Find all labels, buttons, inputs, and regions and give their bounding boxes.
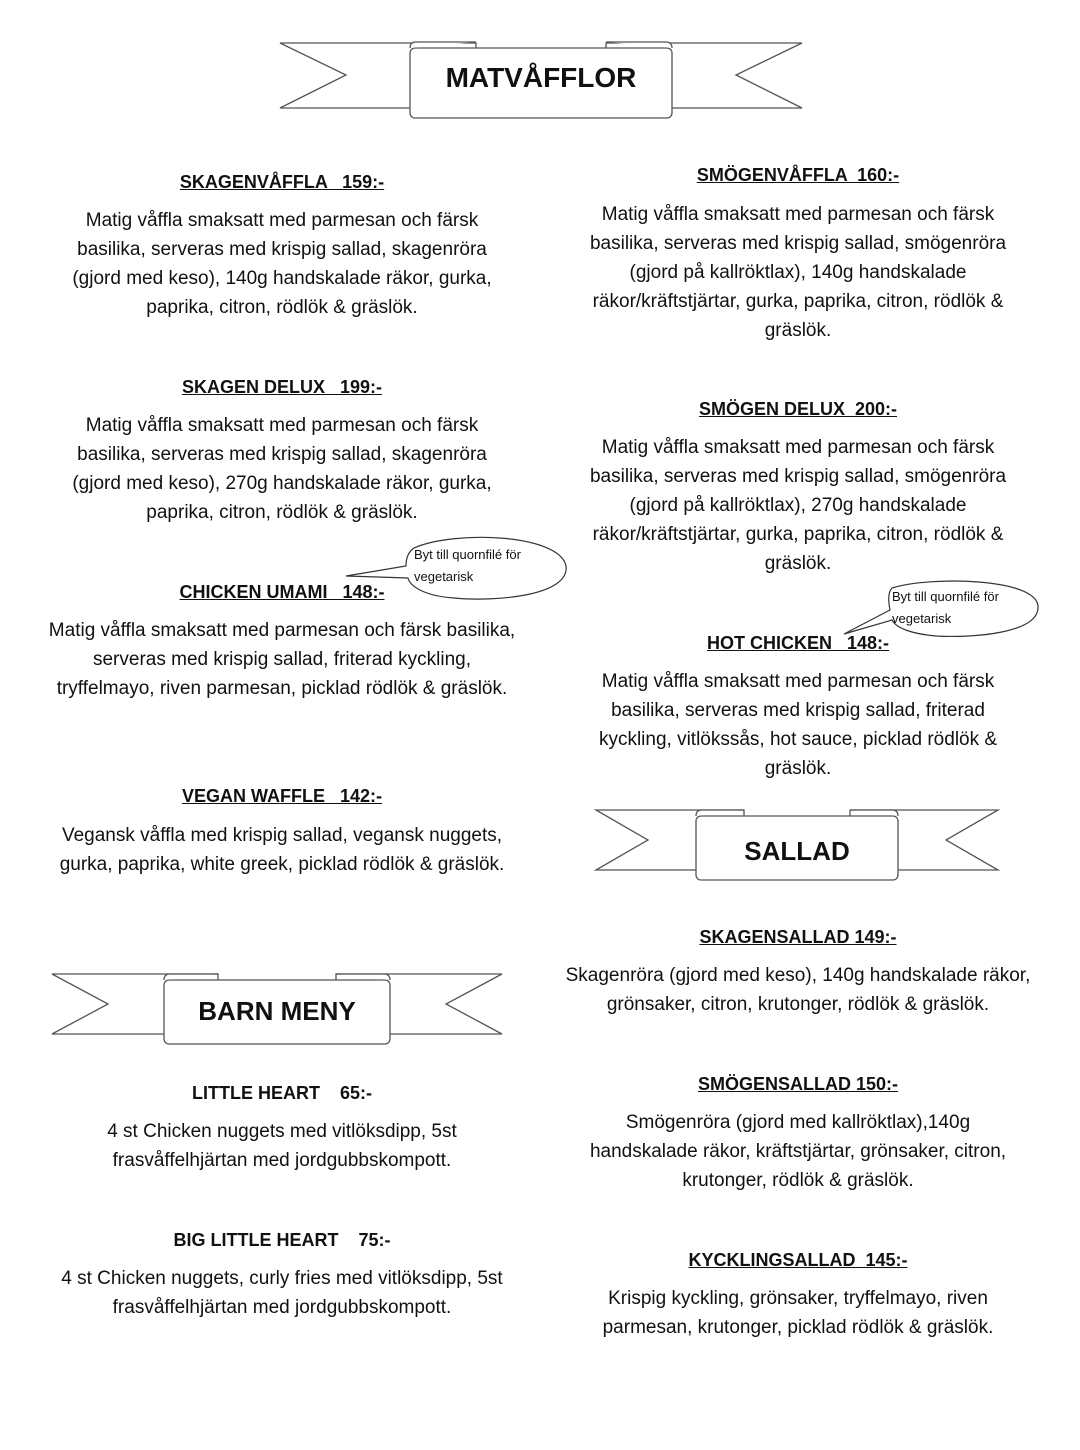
- speech-bubble-hot-chicken: [840, 580, 1042, 640]
- item-desc-smogensallad: Smögenröra (gjord med kallröktlax),140g handskalade räkor, kräftstjärtar, grönsaker, citron, krutonger, rödlök & gräslök.: [589, 1112, 1007, 1191]
- item-desc-chicken-umami: Matig våffla smaksatt med parmesan och färsk basilika, serveras med krispig sallad, friterad kyckling, tryffelmayo, riven parmesan, picklad rödlök & gräslök.: [48, 620, 516, 699]
- item-desc-big-little-heart: 4 st Chicken nuggets, curly fries med vitlöksdipp, 5st frasvåffelhjärtan med jordgubbskompott.: [61, 1268, 503, 1318]
- item-desc-skagen-delux: Matig våffla smaksatt med parmesan och färsk basilika, serveras med krispig sallad, skagenröra (gjord med keso), 270g handskalade räkor, gurka, paprika, citron, rödlök & gräslök.: [72, 415, 492, 523]
- banner-title: BARN MENY: [198, 996, 356, 1026]
- item-desc-smogenvaffla: Matig våffla smaksatt med parmesan och färsk basilika, serveras med krispig sallad, smögenröra (gjord på kallröktlax), 140g handskalade räkor/kräftstjärtar, gurka, paprika, citron, rödlök & gräslök.: [589, 204, 1007, 341]
- item-desc-kycklingsallad: Krispig kyckling, grönsaker, tryffelmayo, riven parmesan, krutonger, picklad rödlök & gräslök.: [602, 1288, 994, 1338]
- item-desc-skagensallad: Skagenröra (gjord med keso), 140g handskalade räkor, grönsaker, citron, krutonger, rödlök & gräslök.: [565, 965, 1031, 1015]
- item-title-smogenvaffla: SMÖGENVÅFFLA 160:-: [696, 165, 900, 185]
- item-title-skagenvaffla: SKAGENVÅFFLA 159:-: [179, 172, 385, 192]
- banner-title: SALLAD: [744, 836, 850, 866]
- item-title-kycklingsallad: KYCKLINGSALLAD 145:-: [688, 1250, 908, 1270]
- banner-title: MATVÅFFLOR: [445, 62, 637, 93]
- item-title-hot-chicken: HOT CHICKEN 148:-: [706, 633, 890, 653]
- bubble-text-line1: Byt till quornfilé för: [892, 589, 999, 604]
- item-desc-hot-chicken: Matig våffla smaksatt med parmesan och färsk basilika, serveras med krispig sallad, friterad kyckling, vitlökssås, hot sauce, picklad rödlök & gräslök.: [598, 671, 998, 779]
- bubble-text-line2: vegetarisk: [892, 611, 952, 626]
- item-desc-little-heart: 4 st Chicken nuggets med vitlöksdipp, 5st frasvåffelhjärtan med jordgubbskompott.: [107, 1121, 457, 1171]
- item-title-little-heart: LITTLE HEART 65:-: [192, 1083, 372, 1103]
- banner-sallad: [592, 806, 1002, 884]
- item-title-big-little-heart: BIG LITTLE HEART 75:-: [173, 1230, 391, 1250]
- banner-barn-meny: [48, 970, 506, 1048]
- item-desc-smogen-delux: Matig våffla smaksatt med parmesan och färsk basilika, serveras med krispig sallad, smögenröra (gjord på kallröktlax), 270g handskalade räkor/kräftstjärtar, gurka, paprika, citron, rödlök & gräslök.: [589, 437, 1007, 574]
- item-title-chicken-umami: CHICKEN UMAMI 148:-: [179, 582, 385, 602]
- bubble-text-line2: vegetarisk: [414, 569, 474, 584]
- bubble-text-line1: Byt till quornfilé för: [414, 547, 521, 562]
- item-title-skagen-delux: SKAGEN DELUX 199:-: [181, 377, 383, 397]
- item-title-smogen-delux: SMÖGEN DELUX 200:-: [698, 399, 898, 419]
- item-title-vegan-waffle: VEGAN WAFFLE 142:-: [181, 786, 383, 806]
- item-title-smogensallad: SMÖGENSALLAD 150:-: [697, 1074, 899, 1094]
- banner-matvafflor: [276, 38, 806, 124]
- item-desc-skagenvaffla: Matig våffla smaksatt med parmesan och färsk basilika, serveras med krispig sallad, skagenröra (gjord med keso), 140g handskalade räkor, gurka, paprika, citron, rödlök & gräslök.: [72, 210, 492, 318]
- item-title-skagensallad: SKAGENSALLAD 149:-: [699, 927, 897, 947]
- item-desc-vegan-waffle: Vegansk våffla med krispig sallad, vegansk nuggets, gurka, paprika, white greek, picklad rödlök & gräslök.: [59, 825, 505, 875]
